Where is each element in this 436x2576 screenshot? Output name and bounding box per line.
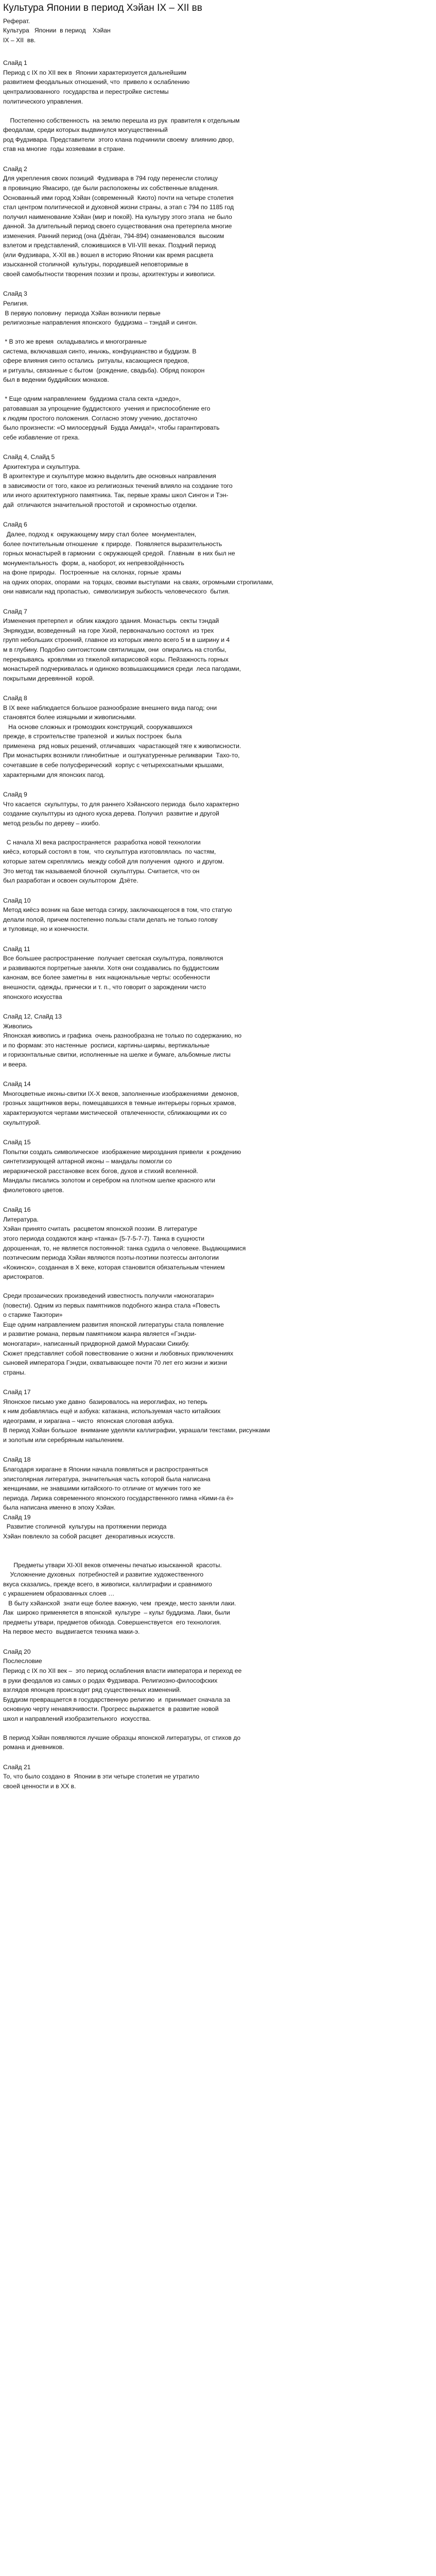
slide-9-block: Слайд 9 Что касается скульптуры, то для раннего Хэйанского периода было характерно создание скульптуры из одного куска дерева. Получил развитие и другой метод резьбы по дереву – ихибо. С начала XI века распространяется разработка новой технологии киёсэ, который состоял в том, что скульптура изготовлялась по частям, которые затем скреплялись между собой для получения одного и другом. Это метод так называемой блочной скульптуры. Считается, что он был разработан и освоен скульптором Дзёте. [3, 791, 239, 885]
intro-block: Реферат. Культура Японии в период Хэйан IX – XII вв. [3, 17, 111, 44]
slide-1-block: Слайд 1 Период с IX по XII век в Японии характеризуется дальнейшим развитием феодальных отношений, что привело к ослаблению централизованного государства и перестройке системы политического управления. Постепенно собственность на землю перешла из рук правителя к отдельным феодалам, среди которых выдвинулся могущественный род Фудзивара. Представители этого клана подчинили своему влиянию двор, став на многие годы хозяевами в стране. [3, 59, 240, 153]
slide-10-block: Слайд 10 Метод киёсэ возник на базе метода сэгиру, заключающегося в том, что статую делали полой, причем постепенно пользы стали делать не только голову и туловище, но и конечности. [3, 896, 232, 933]
document-title: Культура Японии в период Хэйан IX – XII вв [3, 3, 202, 13]
slide-15-block: Слайд 15 Попытки создать символическое изображение мироздания привели к рождению синтетизирующей алтарной иконы – мандалы помогли со иерархической расстановке всех богов, духов и стихий вселенной. Мандалы писались золотом и серебром на плотном шелке красного или фиолетового цветов. [3, 1139, 241, 1194]
slide-7-block: Слайд 7 Изменения претерпел и облик каждого здания. Монастырь секты тэндай Энрякудзи, возведенный на горе Хиэй, первоначально состоял из трех групп небольших строений, главное из которых имело всего 5 м в ширину и 4 м в глубину. Подобно синтоистским святилищам, они опирались на столбы, перекрываясь кровлями из тяжелой кипарисовой коры. Пейзажность горных монастырей подчеркивалась и одиноко возвышающимися среди леса пагодами, покрытыми деревянной корой. [3, 607, 241, 682]
slide-11-block: Слайд 11 Все большее распространение получает светская скульптура, появляются и развиваются портретные заняли. Хотя они создавались по буддистским канонам, все более заметны в них национальные черты: особенности внешности, одежды, прически и т. п., что говорит о зарождении чисто японского искусства [3, 945, 223, 1001]
slide-21-block: Слайд 21 То, что было создано в Японии в эти четыре столетия не утратило своей ценности и в XX в. [3, 1763, 200, 1790]
slide-8-block: Слайд 8 В IX веке наблюдается большое разнообразие внешнего вида пагод; они становятся более изящными и живописными. На основе сложных и громоздких конструкций, сооружавшихся прежде, в строительстве трапезной и жилых построек была применена ряд новых решений, отличавших чарастающей тяге к живописности. При монастырях возникли глинобитные и оштукатуренные реликварии Тахо-то, сочетавшие в себе полусферический корпус с четырехскатными крышами, характерными для японских пагод. [3, 694, 241, 778]
slide-12-13-block: Слайд 12, Слайд 13 Живопись Японская живопись и графика очень разнообразна не только по содержанию, но и по формам: это настенные росписи, картины-ширмы, вертикальные и горизонтальные свитки, исполненные на шелке и бумаге, альбомные листы и веера. [3, 1013, 242, 1068]
slide-17-block: Слайд 17 Японское письмо уже давно базировалось на иероглифах, но теперь к ним добавлялась ещё и азбука: катакана, используемая часто китайских идеограмм, и хирагана – чисто японская слоговая азбука. В период Хэйан большое внимание уделяли каллиграфии, украшали текстами, рисунками и золотым или серебряным напылением. [3, 1388, 270, 1444]
slide-14-block: Слайд 14 Многоцветные иконы-свитки IX-X веков, заполненные изображениями демонов, грозных защитников веры, помещавшихся в темные интерьеры горных храмов, характеризуются чертами мистической отвлеченности, сближающими их со скульптурой. [3, 1080, 239, 1126]
slide-6-block: Слайд 6 Далее, подход к окружающему миру стал более монументален, более почтительным отношение к природе. Появляется выразительность горных монастырей в гармонии с окружающей средой. Главным в них был не монументальность форм, а, наоборот, их непревзойдённость на фоне природы. Построенные на склонах, горные храмы на одних опорах, опорами на торцах, своими выступами на сваях, огромными стропилами, они нависали над пропастью, символизируя зыбкость человеческого бытия. [3, 521, 274, 596]
slide-20-block: Слайд 20 Послесловие Период с IX по XII век – это период ослабления власти императора и переход ее в руки феодалов из самых о родах Фудзивара. Религиозно-философских взглядов японцев происходит ряд существенных изменений. Буддизм превращается в государственную религию и принимает сначала за основную черту ненавязчивости. Прогресс выражается в развитие новой школ и направлений изобразительного искусства. В период Хэйан появляются лучшие образцы японской литературы, от стихов до романа и дневников. [3, 1648, 242, 1751]
slide-2-block: Слайд 2 Для укрепления своих позиций Фудзивара в 794 году перенесли столицу в провинцию Ямасиро, где были расположены их собственные владения. Основанный ими город Хэйан (современный Киото) почти на четыре столетия стал центром политической и духовной жизни страны, а этап с 794 по 1185 год получил наименование Хэйан (мир и покой). На культуру этого этапа не было данной. За длительный период своего существования она претерпела многие изменения. Ранний период (она (Дзёган, 794-894) ознаменовался высоким взлетом и представлений, сложившихся в VII-VIII веках. Поздний период (или Фудзивара, X-XII вв.) вошел в историю Японии как время расцвета изысканной столичной культуры, породившей неповторимые в своей самобытности творения поэзии и прозы, архитектуры и живописи. [3, 165, 234, 278]
slide-3-block: Слайд 3 Религия. В первую половину периода Хэйан возникли первые религиозные направления японского буддизма – тэндай и сингон. * В это же время складывались и многогранные система, включавшая синто, иньчжь, конфуцианство и буддизм. В сфере влияния синто остались ритуалы, касающиеся предков, и ритуалы, связанные с бытом (рождение, свадьба). Обряд похорон был в ведении буддийских монахов. * Еще одним направлением буддизма стала секта «дзедо», ратовавшая за упрощение буддистского учения и приспособление его к людям простого положения. Согласно этому учению, достаточно было произнести: «О милосердный Будда Амида!», чтобы гарантировать себе избавление от греха. [3, 290, 220, 441]
slide-18-19-block: Слайд 18 Благодаря хирагане в Японии начала появляться и распространяться эпистолярная литература, значительная часть которой была написана женщинами, не знавшими китайского-то отличие от мужчин того же периода. Лирика современного японского государственного гимна «Кими-га ё» была написана именно в эпоху Хэйан. Слайд 19 Развитие столичной культуры на протяжении периода Хэйан повлекло за собой расцвет декоративных искусств. Предметы утвари XI-XII веков отмечены печатью изысканной красоты. Усложнение духовных потребностей и развитие художественного вкуса сказались, прежде всего, в живописи, каллиграфии и сравнимого с украшением образованных слоев … В быту хэйанской знати еще более важную, чем прежде, место заняли лаки. Лак широко применяется в японской культуре – культ буддизма. Лаки, были предметы утвари, предметов обихода. Совершенствуется его технология. На первое место выдвигается техника маки-э. [3, 1456, 236, 1636]
slide-16-block: Слайд 16 Литература. Хэйан принято считать расцветом японской поэзии. В литературе этого периода создаются жанр «танка» (5-7-5-7-7). Танка в сущности дорошенная, то, не является постоянной: танка судила о человеке. Выдающимися поэтическим периода Хэйан являются поэты-поэтики поэтессы антологии «Кокинсю», созданная в X веке, которая становится обязательным чтением аристократов. Среди прозаических произведений известность получили «моногатари» (повести). Одним из первых памятников подобного жанра стала «Повесть о старике Такэтори» Еще одним направлением развития японской литературы стала появление и развитие романа, первым памятником жанра является «Гэндзи- моногатари», написанный придворной дамой Мурасаки Сикибу. Сюжет представляет собой повествование о жизни и любовных приключениях сыновей императора Гэндзи, охватывающее почти 70 лет его жизни и жизни страны. [3, 1206, 246, 1376]
slide-4-5-block: Слайд 4, Слайд 5 Архитектура и скульптура. В архитектуре и скульптуре можно выделить две основных направления в зависимости от того, какое из религиозных течений влияло на создание того или иного архитектурного памятника. Так, первые храмы школ Сингон и Тэн- дай отличаются значительной простотой и скромностью отделки. [3, 453, 233, 509]
